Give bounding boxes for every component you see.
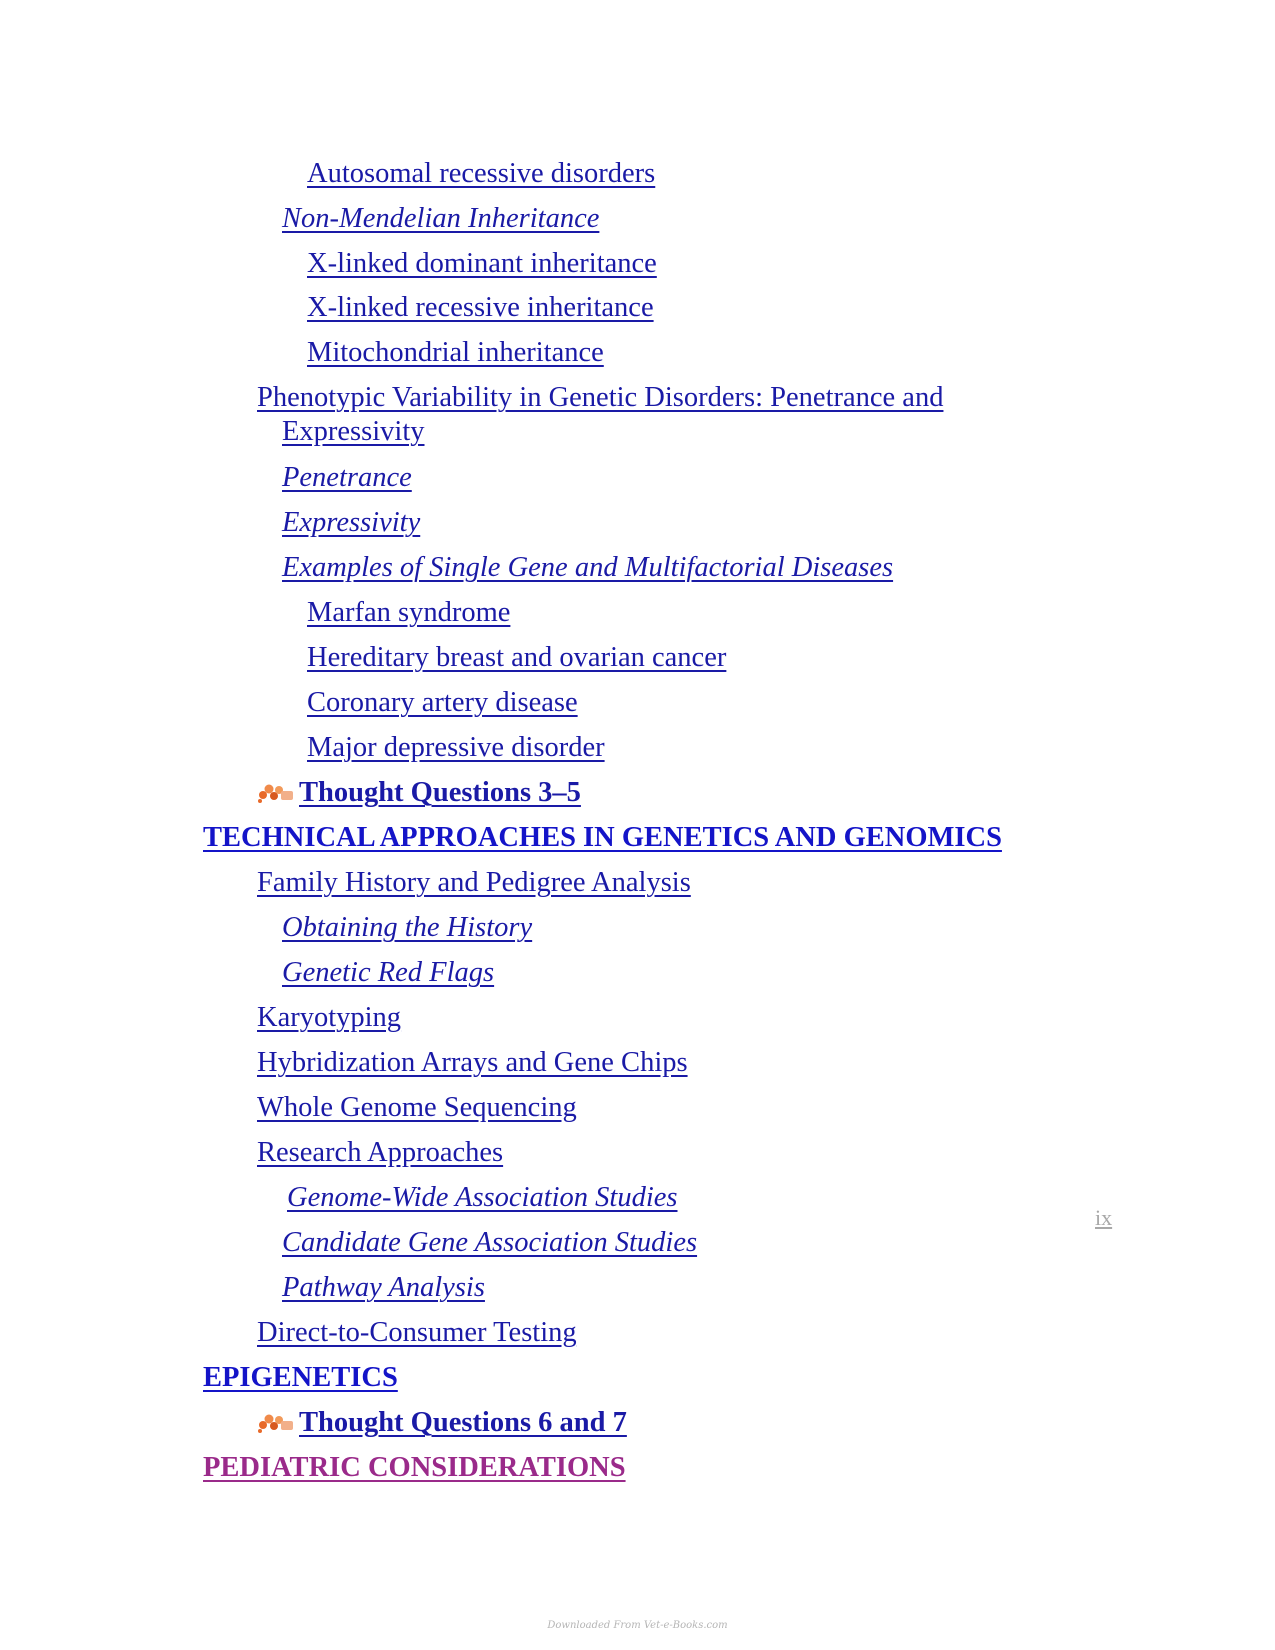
toc-link-candidate-gene-association[interactable]: Candidate Gene Association Studies [282, 1227, 698, 1258]
toc-link-whole-genome-sequencing[interactable]: Whole Genome Sequencing [257, 1092, 577, 1123]
toc-link-technical-approaches[interactable]: TECHNICAL APPROACHES IN GENETICS AND GENOMICS [203, 822, 1002, 853]
toc-link-coronary-artery-disease[interactable]: Coronary artery disease [307, 687, 578, 718]
thought-questions-icon [257, 781, 295, 803]
toc-link-pathway-analysis[interactable]: Pathway Analysis [282, 1272, 485, 1303]
toc-link-gwas[interactable]: Genome-Wide Association Studies [287, 1182, 678, 1213]
toc-link-karyotyping[interactable]: Karyotyping [257, 1002, 402, 1033]
toc-link-non-mendelian-inheritance[interactable]: Non-Mendelian Inheritance [282, 203, 600, 234]
page-number[interactable]: ix [1095, 1205, 1113, 1230]
toc-link-major-depressive-disorder[interactable]: Major depressive disorder [307, 732, 605, 763]
toc-link-pediatric-considerations[interactable]: PEDIATRIC CONSIDERATIONS [203, 1452, 626, 1483]
toc-link-examples-single-gene[interactable]: Examples of Single Gene and Multifactorial Diseases [282, 552, 894, 583]
toc-link-line-1: Phenotypic Variability in Genetic Disorders: Penetrance and [257, 382, 944, 413]
toc-link-expressivity[interactable]: Expressivity [282, 507, 421, 538]
toc-link-family-history-pedigree[interactable]: Family History and Pedigree Analysis [257, 867, 691, 898]
toc-link-penetrance[interactable]: Penetrance [282, 462, 412, 493]
toc-link-marfan-syndrome[interactable]: Marfan syndrome [307, 597, 511, 628]
toc-link-hereditary-breast-ovarian-cancer[interactable]: Hereditary breast and ovarian cancer [307, 642, 727, 673]
toc-link-thought-questions-3-5[interactable] [257, 776, 581, 810]
toc-link-genetic-red-flags[interactable]: Genetic Red Flags [282, 957, 495, 988]
toc-link-x-linked-dominant[interactable]: X-linked dominant inheritance [307, 248, 657, 279]
toc-link-phenotypic-variability[interactable] [257, 381, 1057, 449]
toc-link-label: Thought Questions 6 and 7 [299, 1407, 627, 1438]
toc-link-autosomal-recessive-disorders[interactable]: Autosomal recessive disorders [307, 158, 656, 189]
toc-link-direct-to-consumer[interactable]: Direct-to-Consumer Testing [257, 1317, 577, 1348]
toc-link-epigenetics[interactable]: EPIGENETICS [203, 1362, 398, 1393]
footer-watermark: Downloaded From Vet-e-Books.com [547, 1620, 728, 1631]
thought-questions-icon [257, 1411, 295, 1433]
toc-link-x-linked-recessive[interactable]: X-linked recessive inheritance [307, 292, 654, 323]
toc-link-mitochondrial-inheritance[interactable]: Mitochondrial inheritance [307, 337, 604, 368]
toc-link-line-2: Expressivity [282, 416, 425, 447]
toc-link-label: Thought Questions 3–5 [299, 777, 581, 808]
toc-link-obtaining-history[interactable]: Obtaining the History [282, 912, 533, 943]
toc-link-thought-questions-6-7[interactable] [257, 1406, 627, 1440]
toc-link-research-approaches[interactable]: Research Approaches [257, 1137, 504, 1168]
toc-link-hybridization-arrays[interactable]: Hybridization Arrays and Gene Chips [257, 1047, 688, 1078]
